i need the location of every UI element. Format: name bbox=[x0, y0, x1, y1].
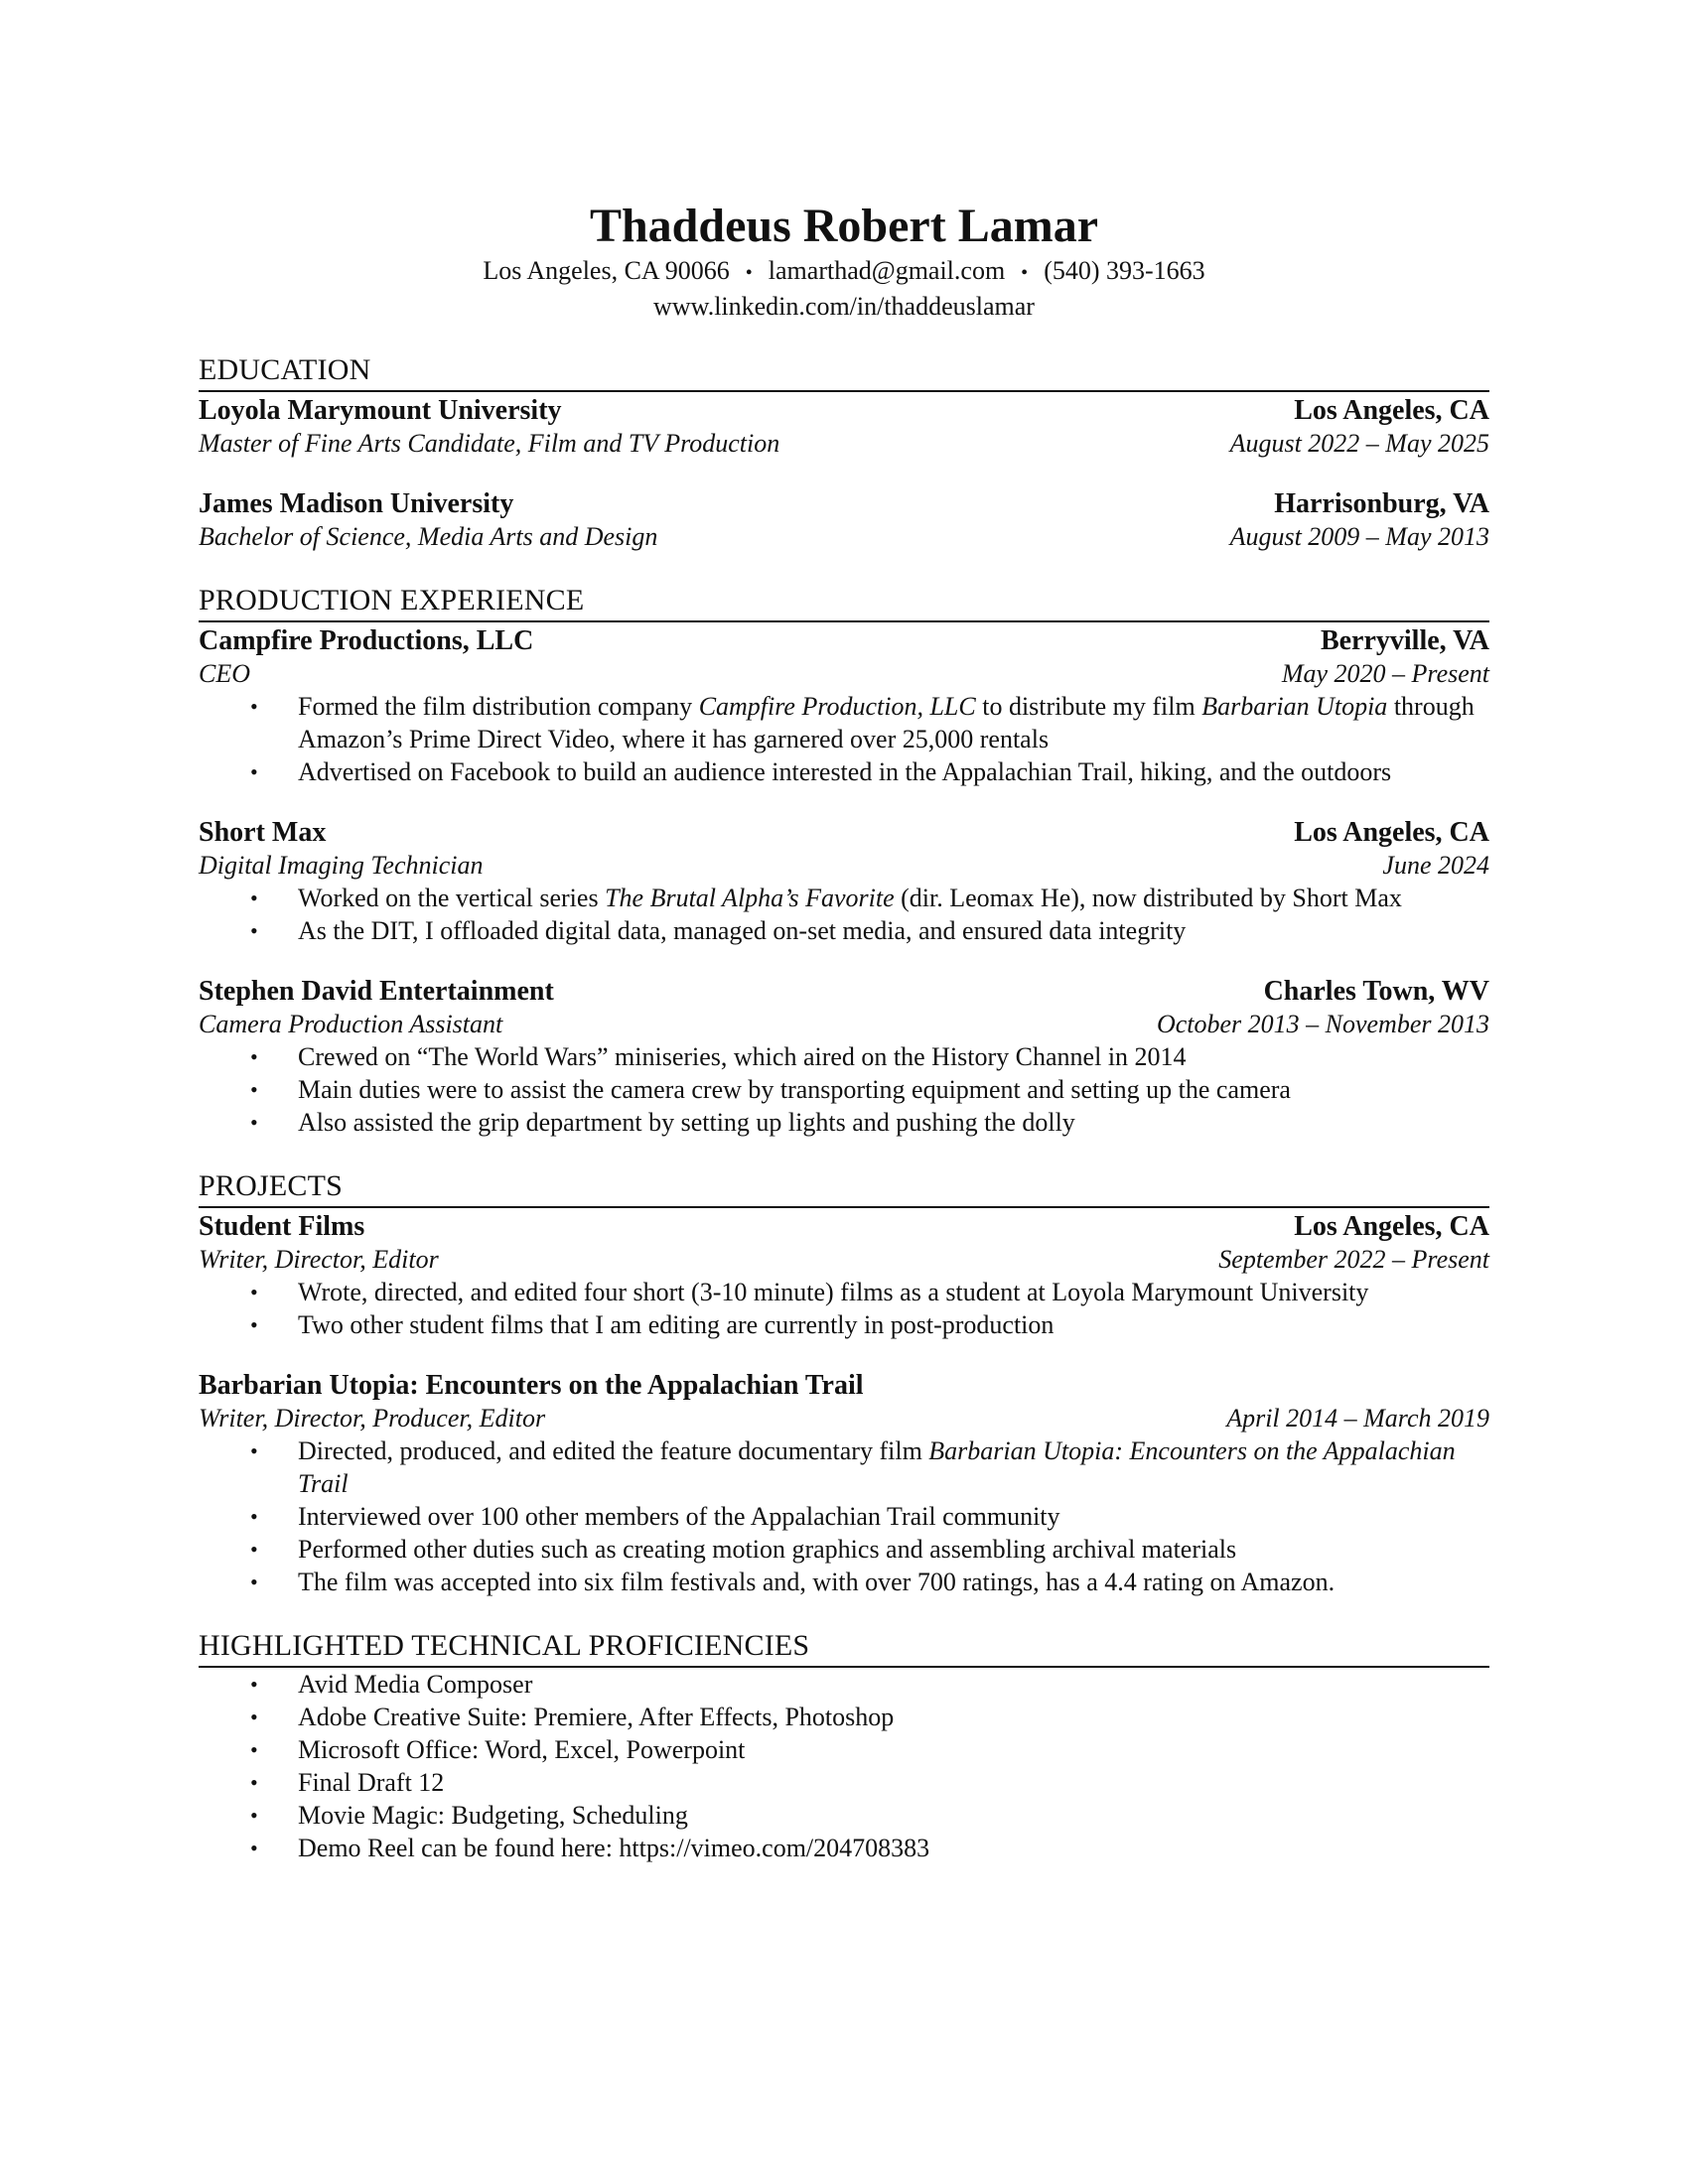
bullet-emphasis: The Brutal Alpha’s Favorite bbox=[605, 883, 895, 912]
experience-entry bbox=[199, 975, 1489, 1139]
bullet-dot: • bbox=[250, 1437, 258, 1463]
bullet-text: Wrote, directed, and edited four short (3-10 minute) films as a student at Loyola Marymount University bbox=[298, 1277, 1369, 1306]
bullet-text: Main duties were to assist the camera crew by transporting equipment and setting up the camera bbox=[298, 1074, 1291, 1104]
section-title-education: EDUCATION bbox=[199, 352, 1489, 392]
bullet-list bbox=[199, 1040, 1489, 1139]
bullet-item bbox=[250, 1106, 1489, 1139]
bullet-dot: • bbox=[250, 1311, 258, 1337]
bullet-dot: • bbox=[250, 1671, 258, 1697]
bullet-dot: • bbox=[250, 917, 258, 943]
education-section bbox=[199, 352, 1489, 553]
skill-item bbox=[250, 1766, 1489, 1799]
phone-text: (540) 393-1663 bbox=[1044, 256, 1205, 285]
bullet-text: Performed other duties such as creating motion graphics and assembling archival materials bbox=[298, 1534, 1237, 1564]
date-range: May 2020 – Present bbox=[1281, 658, 1489, 688]
bullet-text: Interviewed over 100 other members of the Appalachian Trail community bbox=[298, 1501, 1060, 1531]
bullet-text: As the DIT, I offloaded digital data, managed on-set media, and ensured data integrity bbox=[298, 915, 1187, 945]
bullet-dot: • bbox=[250, 693, 258, 719]
bullet-item bbox=[250, 690, 1489, 755]
resume-header bbox=[199, 199, 1489, 323]
section-title-skills: HIGHLIGHTED TECHNICAL PROFICIENCIES bbox=[199, 1628, 1489, 1668]
project-name: Student Films bbox=[199, 1210, 365, 1242]
bullet-emphasis: Barbarian Utopia: Encounters on the Appalachian Trail bbox=[298, 1435, 1456, 1498]
bullet-text: Crewed on “The World Wars” miniseries, which aired on the History Channel in 2014 bbox=[298, 1041, 1187, 1071]
bullet-item bbox=[250, 914, 1489, 947]
bullet-list bbox=[199, 882, 1489, 947]
email-link[interactable]: lamarthad@gmail.com bbox=[768, 256, 1006, 285]
education-entry bbox=[199, 487, 1489, 553]
projects-section bbox=[199, 1168, 1489, 1598]
bullet-separator: • bbox=[745, 261, 753, 284]
education-entry bbox=[199, 394, 1489, 460]
bullet-dot: • bbox=[250, 1704, 258, 1729]
employer-name: Short Max bbox=[199, 816, 327, 848]
experience-entry bbox=[199, 816, 1489, 947]
experience-section bbox=[199, 583, 1489, 1139]
project-role: Writer, Director, Editor bbox=[199, 1244, 439, 1274]
bullet-item bbox=[250, 1040, 1489, 1073]
section-title-projects: PROJECTS bbox=[199, 1168, 1489, 1208]
contact-line bbox=[199, 254, 1489, 290]
project-location: Los Angeles, CA bbox=[1294, 1210, 1489, 1242]
employer-name: Campfire Productions, LLC bbox=[199, 624, 534, 656]
bullet-item bbox=[250, 1533, 1489, 1566]
skills-section bbox=[199, 1628, 1489, 1864]
bullet-dot: • bbox=[250, 758, 258, 784]
bullet-dot: • bbox=[250, 1279, 258, 1304]
bullet-item bbox=[250, 1308, 1489, 1341]
skill-text: Final Draft 12 bbox=[298, 1767, 445, 1797]
section-title-experience: PRODUCTION EXPERIENCE bbox=[199, 583, 1489, 622]
bullet-text: The film was accepted into six film festivals and, with over 700 ratings, has a 4.4 rating on Amazon. bbox=[298, 1567, 1336, 1596]
bullet-text: Advertised on Facebook to build an audience interested in the Appalachian Trail, hiking, and the outdoors bbox=[298, 756, 1392, 786]
bullet-separator: • bbox=[1021, 261, 1029, 284]
bullet-text: Directed, produced, and edited the feature documentary film bbox=[298, 1435, 929, 1465]
degree: Master of Fine Arts Candidate, Film and TV Production bbox=[199, 428, 780, 458]
bullet-dot: • bbox=[250, 1736, 258, 1762]
school-location: Harrisonburg, VA bbox=[1274, 487, 1489, 519]
bullet-dot: • bbox=[250, 1835, 258, 1860]
bullet-dot: • bbox=[250, 885, 258, 910]
bullet-item bbox=[250, 1434, 1489, 1500]
candidate-name: Thaddeus Robert Lamar bbox=[589, 200, 1099, 252]
bullet-item bbox=[250, 1566, 1489, 1598]
employer-name: Stephen David Entertainment bbox=[199, 975, 554, 1007]
bullet-dot: • bbox=[250, 1569, 258, 1594]
school-location: Los Angeles, CA bbox=[1294, 394, 1489, 426]
skill-item bbox=[250, 1668, 1489, 1701]
bullet-item bbox=[250, 882, 1489, 914]
job-title: Digital Imaging Technician bbox=[199, 850, 484, 880]
bullet-dot: • bbox=[250, 1536, 258, 1562]
bullet-list bbox=[199, 1434, 1489, 1598]
bullet-text: Two other student films that I am editing are currently in post-production bbox=[298, 1309, 1055, 1339]
date-range: August 2022 – May 2025 bbox=[1229, 428, 1489, 458]
employer-location: Los Angeles, CA bbox=[1294, 816, 1489, 848]
bullet-item bbox=[250, 1276, 1489, 1308]
bullet-dot: • bbox=[250, 1076, 258, 1102]
skill-item bbox=[250, 1799, 1489, 1832]
bullet-list bbox=[199, 1276, 1489, 1341]
date-range: April 2014 – March 2019 bbox=[1226, 1403, 1489, 1433]
bullet-dot: • bbox=[250, 1802, 258, 1828]
skill-text[interactable]: Demo Reel can be found here: https://vimeo.com/204708383 bbox=[298, 1833, 930, 1862]
skill-text: Adobe Creative Suite: Premiere, After Effects, Photoshop bbox=[298, 1702, 895, 1731]
skill-item bbox=[250, 1701, 1489, 1733]
bullet-text: Worked on the vertical series bbox=[298, 883, 606, 912]
linkedin-link[interactable]: www.linkedin.com/in/thaddeuslamar bbox=[653, 291, 1035, 321]
job-title: CEO bbox=[199, 658, 250, 688]
skills-list bbox=[199, 1668, 1489, 1864]
bullet-item bbox=[250, 1500, 1489, 1533]
skill-item bbox=[250, 1733, 1489, 1766]
bullet-dot: • bbox=[250, 1043, 258, 1069]
bullet-list bbox=[199, 690, 1489, 788]
employer-location: Charles Town, WV bbox=[1263, 975, 1489, 1007]
bullet-text: Also assisted the grip department by setting up lights and pushing the dolly bbox=[298, 1107, 1075, 1137]
date-range: September 2022 – Present bbox=[1218, 1244, 1489, 1274]
bullet-dot: • bbox=[250, 1109, 258, 1135]
skill-text: Microsoft Office: Word, Excel, Powerpoint bbox=[298, 1734, 746, 1764]
skill-item bbox=[250, 1832, 1489, 1864]
project-role: Writer, Director, Producer, Editor bbox=[199, 1403, 546, 1433]
location-text: Los Angeles, CA 90066 bbox=[483, 256, 730, 285]
date-range: October 2013 – November 2013 bbox=[1156, 1009, 1489, 1038]
bullet-emphasis: Barbarian Utopia bbox=[1201, 691, 1388, 721]
degree: Bachelor of Science, Media Arts and Design bbox=[199, 521, 658, 551]
bullet-text: Formed the film distribution company bbox=[298, 691, 699, 721]
bullet-dot: • bbox=[250, 1503, 258, 1529]
date-range: June 2024 bbox=[1382, 850, 1489, 880]
bullet-text: through Amazon’s Prime Direct Video, where it has garnered over 25,000 rentals bbox=[298, 691, 1475, 753]
employer-location: Berryville, VA bbox=[1320, 624, 1489, 656]
project-name: Barbarian Utopia: Encounters on the Appalachian Trail bbox=[199, 1369, 864, 1401]
skill-text: Avid Media Composer bbox=[298, 1669, 533, 1699]
project-entry bbox=[199, 1369, 1489, 1598]
bullet-text: to distribute my film bbox=[975, 691, 1202, 721]
school-name: James Madison University bbox=[199, 487, 514, 519]
bullet-item bbox=[250, 1073, 1489, 1106]
date-range: August 2009 – May 2013 bbox=[1229, 521, 1489, 551]
bullet-text: (dir. Leomax He), now distributed by Short Max bbox=[894, 883, 1402, 912]
project-entry bbox=[199, 1210, 1489, 1341]
bullet-item bbox=[250, 755, 1489, 788]
skill-text: Movie Magic: Budgeting, Scheduling bbox=[298, 1800, 688, 1830]
job-title: Camera Production Assistant bbox=[199, 1009, 503, 1038]
bullet-emphasis: Campfire Production, LLC bbox=[698, 691, 976, 721]
school-name: Loyola Marymount University bbox=[199, 394, 562, 426]
experience-entry bbox=[199, 624, 1489, 788]
bullet-dot: • bbox=[250, 1769, 258, 1795]
